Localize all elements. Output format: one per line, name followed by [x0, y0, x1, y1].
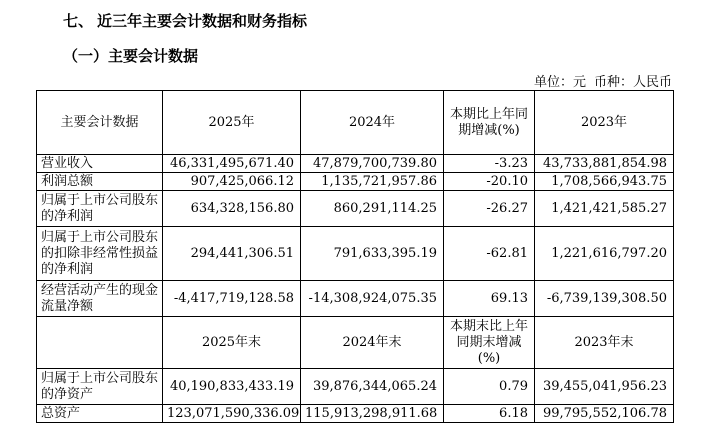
value-cell: 1,221,616,797.20: [535, 227, 674, 281]
header-cell: 2024年: [301, 91, 444, 155]
header-cell: 本期比上年同期增减(%): [444, 91, 535, 155]
table-row: [37, 369, 674, 405]
value-cell: 1,421,421,585.27: [535, 191, 674, 227]
section-title-text: 近三年主要会计数据和财务指标: [97, 12, 308, 30]
section-title: [63, 10, 307, 31]
value-cell: 294,441,306.51: [163, 227, 301, 281]
table-row: [37, 281, 674, 317]
table-header-row: [37, 317, 674, 369]
row-label: 归属于上市公司股东的净利润: [37, 191, 163, 227]
header-cell: 2023年末: [535, 317, 674, 369]
header-cell: 2025年末: [163, 317, 301, 369]
row-label: 利润总额: [37, 173, 163, 191]
section-number: 七、: [63, 12, 94, 30]
header-cell: 2024年末: [301, 317, 444, 369]
row-label: 归属于上市公司股东的扣除非经常性损益的净利润: [37, 227, 163, 281]
row-label: 归属于上市公司股东的净资产: [37, 369, 163, 405]
unit-line: [526, 71, 672, 90]
header-cell: [37, 317, 163, 369]
value-cell: 1,708,566,943.75: [535, 173, 674, 191]
table-row: [37, 173, 674, 191]
currency-label: 币种：人民币: [593, 75, 672, 90]
table-row: [37, 227, 674, 281]
value-cell: 39,455,041,956.23: [535, 369, 674, 405]
table-row: [37, 155, 674, 173]
header-cell: 主要会计数据: [37, 91, 163, 155]
change-cell: -3.23: [444, 155, 535, 173]
value-cell: 39,876,344,065.24: [301, 369, 444, 405]
unit-label: 单位：元: [533, 75, 586, 90]
change-cell: -20.10: [444, 173, 535, 191]
header-cell: 本期末比上年同期末增减(%): [444, 317, 535, 369]
value-cell: 634,328,156.80: [163, 191, 301, 227]
value-cell: -14,308,924,075.35: [301, 281, 444, 317]
value-cell: -4,417,719,128.58: [163, 281, 301, 317]
change-cell: -26.27: [444, 191, 535, 227]
value-cell: -6,739,139,308.50: [535, 281, 674, 317]
value-cell: 46,331,495,671.40: [163, 155, 301, 173]
value-cell: 115,913,298,911.68: [301, 405, 444, 423]
row-label: 总资产: [37, 405, 163, 423]
row-label: 经营活动产生的现金流量净额: [37, 281, 163, 317]
value-cell: 1,135,721,957.86: [301, 173, 444, 191]
table-row: [37, 191, 674, 227]
header-cell: 2023年: [535, 91, 674, 155]
value-cell: 43,733,881,854.98: [535, 155, 674, 173]
value-cell: 860,291,114.25: [301, 191, 444, 227]
value-cell: 47,879,700,739.80: [301, 155, 444, 173]
accounting-data-table: [36, 90, 674, 423]
subsection-title: （一）主要会计数据: [63, 47, 199, 65]
value-cell: 791,633,395.19: [301, 227, 444, 281]
row-label: 营业收入: [37, 155, 163, 173]
value-cell: 123,071,590,336.09: [163, 405, 301, 423]
change-cell: -62.81: [444, 227, 535, 281]
table-row: [37, 405, 674, 423]
table-header-row: [37, 91, 674, 155]
value-cell: 907,425,066.12: [163, 173, 301, 191]
value-cell: 99,795,552,106.78: [535, 405, 674, 423]
change-cell: 6.18: [444, 405, 535, 423]
header-cell: 2025年: [163, 91, 301, 155]
change-cell: 69.13: [444, 281, 535, 317]
value-cell: 40,190,833,433.19: [163, 369, 301, 405]
change-cell: 0.79: [444, 369, 535, 405]
